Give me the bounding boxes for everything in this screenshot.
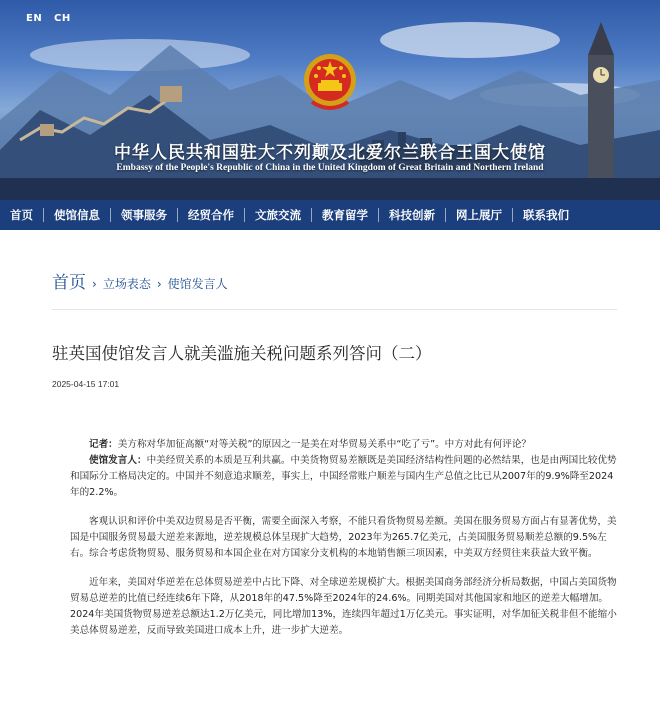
question-speaker: 记者： bbox=[89, 439, 118, 450]
nav-item-trade[interactable]: 经贸合作 bbox=[178, 208, 245, 222]
nav-item-consular[interactable]: 领事服务 bbox=[111, 208, 178, 222]
divider bbox=[52, 309, 617, 310]
main-nav bbox=[0, 200, 660, 230]
article-date: 2025-04-15 17:01 bbox=[52, 379, 120, 389]
breadcrumb-home-link[interactable]: 首页 bbox=[52, 273, 86, 293]
embassy-title-cn: 中华人民共和国驻大不列颠及北爱尔兰联合王国大使馆 bbox=[114, 143, 546, 163]
national-emblem-icon bbox=[302, 52, 358, 112]
nav-item-science[interactable]: 科技创新 bbox=[379, 208, 446, 222]
breadcrumb-level1-link[interactable]: 立场表态 bbox=[102, 277, 151, 291]
lang-en-link[interactable]: EN bbox=[26, 13, 43, 24]
article-title: 驻英国使馆发言人就美滥施关税问题系列答问（二） bbox=[52, 344, 432, 363]
breadcrumb-separator: › bbox=[156, 277, 162, 291]
nav-item-exhibition[interactable]: 网上展厅 bbox=[446, 208, 513, 222]
lang-ch-link[interactable]: CH bbox=[54, 13, 71, 24]
breadcrumb-level2-link[interactable]: 使馆发言人 bbox=[167, 277, 228, 291]
paragraph-2: 客观认识和评价中美双边贸易是否平衡，需要全面深入考察，不能只看货物贸易差额。美国在服务贸易方面占有显著优势，美国是中国服务贸易最大逆差来源地，逆差规模总体呈现扩大趋势，2023年为265.7亿美元，占美国服务贸易顺差总额的9.5%左右。综合考虑货物贸易、服务贸易和本国企业在对方国家分支机构的本地销售额三项因素，中美双方经贸往来获益大致平衡。 bbox=[70, 516, 617, 559]
header-banner bbox=[0, 0, 660, 200]
main-content bbox=[52, 230, 617, 652]
nav-item-home[interactable]: 首页 bbox=[0, 208, 44, 222]
nav-item-education[interactable]: 教育留学 bbox=[312, 208, 379, 222]
answer-text: 中美经贸关系的本质是互利共赢。中美货物贸易差额既是美国经济结构性问题的必然结果，也是由两国比较优势和国际分工格局决定的。中国并不刻意追求顺差，事实上，中国经常账户顺差与国内生产总值之比已从2007年的9.9%降至2024年的2.2%。 bbox=[70, 455, 617, 498]
question-text: 美方称对华加征高额“对等关税”的原因之一是美在对华贸易关系中“吃了亏”。中方对此有何评论？ bbox=[117, 439, 532, 450]
answer-paragraph bbox=[70, 453, 617, 501]
question-paragraph bbox=[70, 437, 617, 453]
paragraph-3: 近年来，美国对华逆差在总体贸易逆差中占比下降、对全球逆差规模扩大。根据美国商务部经济分析局数据，中国占美国货物贸易总逆差的比值已经连续6年下降，从2018年的47.5%降至2024年的24.6%。同期美国对其他国家和地区的逆差大幅增加。2024年美国货物贸易逆差总额达1.2万亿美元，同比增加13%，连续四年超过1万亿美元。事实证明，对华加征关税非但不能缩小美总体贸易逆差，反而导致美国进口成本上升，进一步扩大逆差。 bbox=[70, 577, 617, 636]
breadcrumb-separator: › bbox=[92, 277, 97, 291]
nav-item-embassy-info[interactable]: 使馆信息 bbox=[44, 208, 111, 222]
nav-item-contact[interactable]: 联系我们 bbox=[523, 208, 569, 222]
nav-item-culture[interactable]: 文旅交流 bbox=[245, 208, 312, 222]
answer-speaker: 使馆发言人： bbox=[89, 455, 147, 466]
breadcrumb bbox=[52, 268, 617, 293]
article-body bbox=[52, 437, 617, 639]
embassy-title-en: Embassy of the People's Republic of China in the United Kingdom of Great Britain and Northern Ireland bbox=[116, 163, 544, 173]
